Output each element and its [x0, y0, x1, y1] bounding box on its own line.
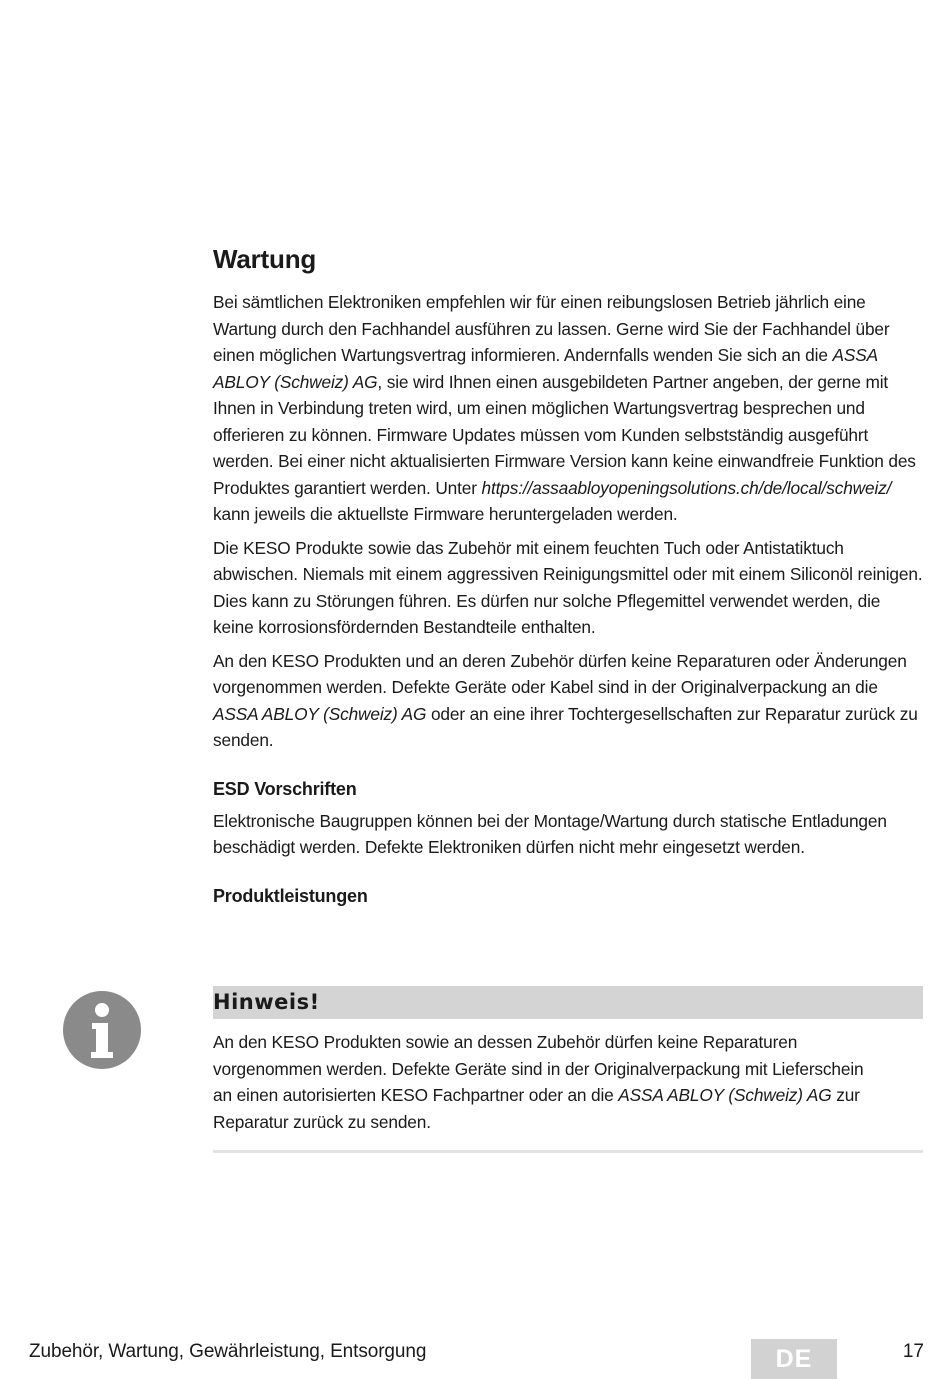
note-title: Hinweis! [213, 990, 320, 1014]
wartung-paragraph-2: Die KESO Produkte sowie das Zubehör mit einem feuchten Tuch oder Antistatiktuch abwischen. Niemals mit einem aggressiven Reinigungsmittel oder mit einem Siliconöl reinigen. Dies kann zu Störungen führen. Es dürfen nur solche Pflegemittel verwendet werden, die keine korrosionsfördernden Bestandteile enthalten. [213, 537, 923, 637]
note-text: An den KESO Produkten sowie an dessen Zubehör dürfen keine Reparaturen vorgenommen werden. Defekte Geräte sind in der Originalverpackung mit Lieferschein an einen autorisierten KESO Fachpartner oder an die ASSA ABLOY (Schweiz) AG zur Reparatur zurück zu senden. [213, 1032, 864, 1132]
language-badge: DE [751, 1339, 837, 1379]
esd-heading: ESD Vorschriften [213, 778, 357, 799]
footer-chapter-title: Zubehör, Wartung, Gewährleistung, Entsorgung [29, 1341, 427, 1362]
page-number: 17 [902, 1341, 924, 1362]
company-name: ASSA ABLOY (Schweiz) AG [618, 1085, 832, 1105]
info-icon-dot [95, 1003, 109, 1017]
main-content [213, 244, 925, 915]
wartung-paragraph-3: An den KESO Produkten und an deren Zubehör dürfen keine Reparaturen oder Änderungen vorgenommen werden. Defekte Geräte oder Kabel sind in der Originalverpackung an die ASSA ABLOY (Schweiz) AG oder an eine ihrer Tochtergesellschaften zur Reparatur zurück zu senden. [213, 650, 918, 750]
company-name: ASSA ABLOY (Schweiz) AG [213, 345, 878, 392]
wartung-paragraph-1: Bei sämtlichen Elektroniken empfehlen wir für einen reibungslosen Betrieb jährlich eine Wartung durch den Fachhandel ausführen zu lassen. Gerne wird Sie der Fachhandel über einen möglichen Wartungsvertrag informieren. Andernfalls wenden Sie sich an die ASSA ABLOY (Schweiz) AG, sie wird Ihnen einen ausgebildeten Partner angeben, der gerne mit Ihnen in Verbindung treten wird, um einen möglichen Wartungsvertrag besprechen und offerieren zu können. Firmware Updates müssen vom Kunden selbstständig ausgeführt werden. Bei einer nicht aktualisierten Firmware Version kann keine einwandfreie Funktion des Produktes garantiert werden. Unter https://assaabloyopeningsolutions.ch/de/local/schweiz/ kann jeweils die aktuellste Firmware heruntergeladen werden. [213, 292, 916, 524]
section-title: Wartung [213, 244, 317, 274]
firmware-url: https://assaabloyopeningsolutions.ch/de/local/schweiz/ [481, 477, 892, 498]
produktleistungen-heading: Produktleistungen [213, 885, 368, 906]
note-header [213, 986, 923, 1019]
info-icon [62, 990, 142, 1070]
company-name: ASSA ABLOY (Schweiz) AG [213, 703, 427, 724]
note-box [213, 986, 923, 1152]
esd-paragraph: Elektronische Baugruppen können bei der Montage/Wartung durch statische Entladungen beschädigt werden. Defekte Elektroniken dürfen nicht mehr eingesetzt werden. [213, 810, 887, 857]
note-divider [213, 1150, 923, 1153]
